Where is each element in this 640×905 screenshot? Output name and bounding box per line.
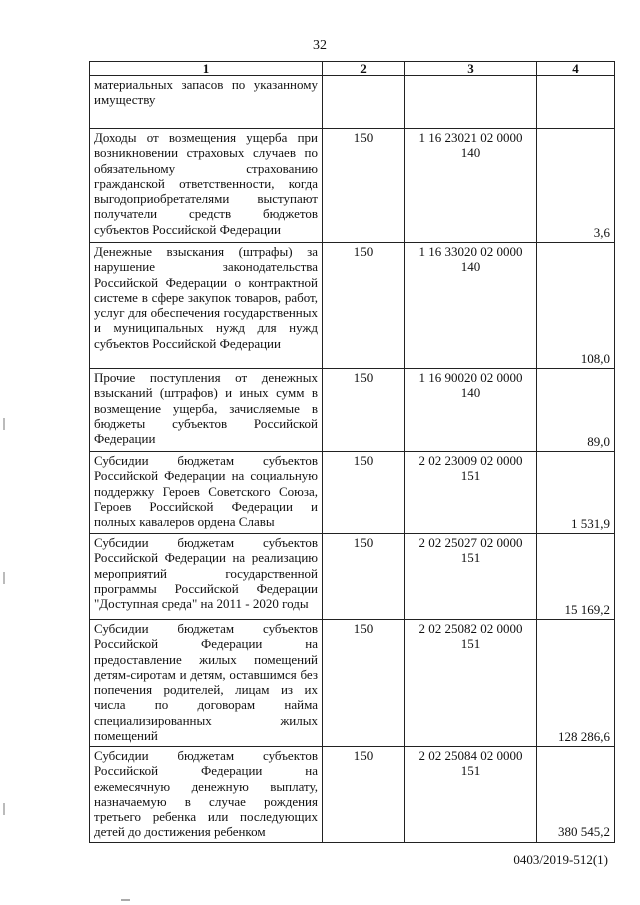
income-name: Субсидии бюджетам субъектов Российской Федерации на предоставление жилых помещений детям-сиротам и детям, оставшимся без попечения родителей, лицам из их числа по договорам найма специализированных жилых помещений xyxy=(90,620,323,747)
column-header-name: 1 xyxy=(90,62,323,76)
income-name: материальных запасов по указанному имуществу xyxy=(90,76,323,129)
admin-code: 150 xyxy=(323,243,405,369)
amount: 1 531,9 xyxy=(537,452,615,534)
admin-code: 150 xyxy=(323,534,405,620)
admin-code: 150 xyxy=(323,129,405,243)
admin-code: 150 xyxy=(323,620,405,747)
table-row xyxy=(90,76,615,129)
budget-classification-code: 2 02 23009 02 0000 151 xyxy=(405,452,537,534)
column-header-admin: 2 xyxy=(323,62,405,76)
column-header-amount: 4 xyxy=(537,62,615,76)
income-name: Субсидии бюджетам субъектов Российской Федерации на реализацию мероприятий государственной программы Российской Федерации "Доступная среда" на 2011 - 2020 годы xyxy=(90,534,323,620)
admin-code: 150 xyxy=(323,369,405,452)
budget-classification-code: 1 16 33020 02 0000 140 xyxy=(405,243,537,369)
income-name: Прочие поступления от денежных взысканий (штрафов) и иных сумм в возмещение ущерба, зачисляемые в бюджеты субъектов Российской Федерации xyxy=(90,369,323,452)
budget-classification-code: 1 16 90020 02 0000 140 xyxy=(405,369,537,452)
table-row xyxy=(90,747,615,843)
table-row xyxy=(90,534,615,620)
table-header-row xyxy=(90,62,615,76)
budget-classification-code xyxy=(405,76,537,129)
income-name: Субсидии бюджетам субъектов Российской Федерации на социальную поддержку Героев Советского Союза, Героев Российской Федерации и полных кавалеров ордена Славы xyxy=(90,452,323,534)
budget-classification-code: 2 02 25084 02 0000 151 xyxy=(405,747,537,843)
admin-code xyxy=(323,76,405,129)
budget-classification-code: 2 02 25082 02 0000 151 xyxy=(405,620,537,747)
amount xyxy=(537,76,615,129)
scan-margin-mark xyxy=(3,418,5,430)
table-row xyxy=(90,129,615,243)
amount: 128 286,6 xyxy=(537,620,615,747)
scan-artifact xyxy=(121,899,130,901)
admin-code: 150 xyxy=(323,747,405,843)
revenue-table xyxy=(89,61,615,843)
table-row xyxy=(90,369,615,452)
table-row xyxy=(90,452,615,534)
amount: 3,6 xyxy=(537,129,615,243)
page-number: 32 xyxy=(313,38,327,53)
admin-code: 150 xyxy=(323,452,405,534)
budget-classification-code: 2 02 25027 02 0000 151 xyxy=(405,534,537,620)
income-name: Доходы от возмещения ущерба при возникновении страховых случаев по обязательному страхованию гражданской ответственности, когда выгодоприобретателями выступают получатели средств бюджетов субъектов Российской Федерации xyxy=(90,129,323,243)
column-header-code: 3 xyxy=(405,62,537,76)
table-row xyxy=(90,620,615,747)
scan-margin-mark xyxy=(3,803,5,815)
amount: 108,0 xyxy=(537,243,615,369)
amount: 89,0 xyxy=(537,369,615,452)
document-registration-number: 0403/2019-512(1) xyxy=(513,852,608,867)
income-name: Субсидии бюджетам субъектов Российской Федерации на ежемесячную денежную выплату, назначаемую в случае рождения третьего ребенка или последующих детей до достижения ребенком xyxy=(90,747,323,843)
amount: 380 545,2 xyxy=(537,747,615,843)
amount: 15 169,2 xyxy=(537,534,615,620)
budget-classification-code: 1 16 23021 02 0000 140 xyxy=(405,129,537,243)
scan-margin-mark xyxy=(3,572,5,584)
table-row xyxy=(90,243,615,369)
income-name: Денежные взыскания (штрафы) за нарушение законодательства Российской Федерации о контрактной системе в сфере закупок товаров, работ, услуг для обеспечения государственных и муниципальных нужд для нужд субъектов Российской Федерации xyxy=(90,243,323,369)
